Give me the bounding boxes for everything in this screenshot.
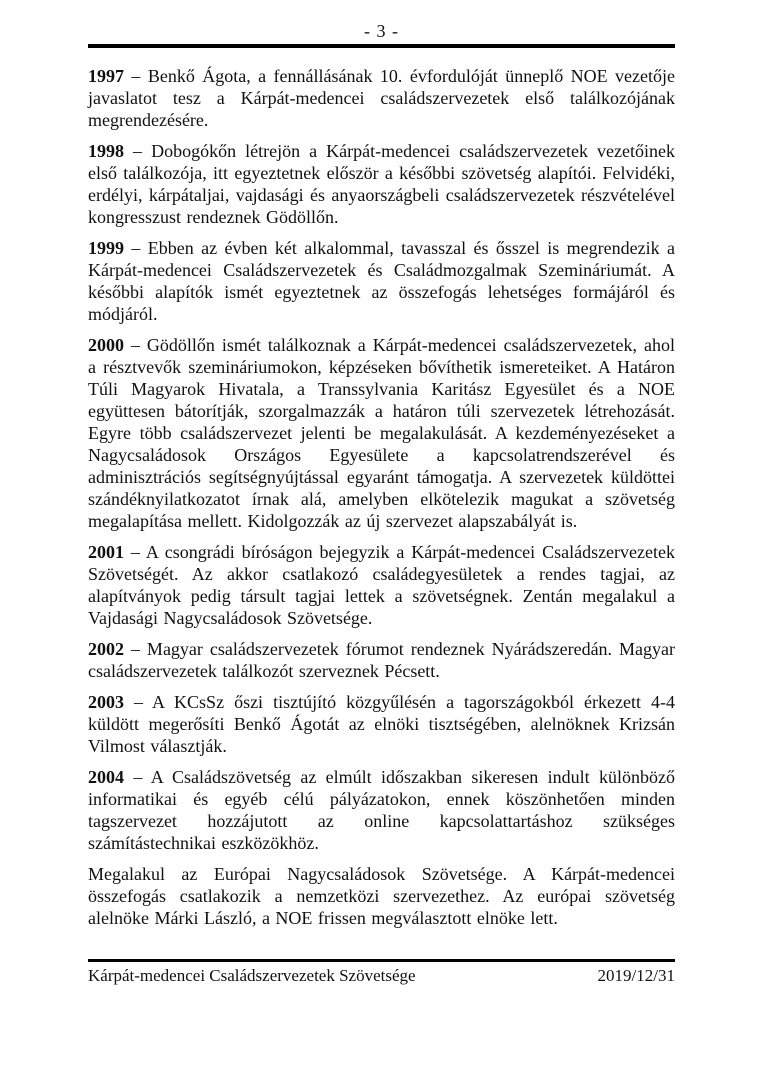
timeline-paragraph-2001 [88, 541, 675, 629]
paragraph-text: – Dobogókőn létrejön a Kárpát-medencei családszervezetek vezetőinek első találkozója, itt egyeztetnek először a későbbi szövetség alapítói. Felvidéki, erdélyi, kárpátaljai, vajdasági és anyaországbeli családszervezetek részvételével kongresszust rendeznek Gödöllőn. [88, 141, 676, 227]
timeline-paragraph-2004 [88, 766, 675, 854]
paragraph-text: – A KCsSz őszi tisztújító közgyűlésén a tagországokból érkezett 4-4 küldött megerősíti Benkő Ágotát az elnöki tisztségében, alelnöknek Krizsán Vilmost választják. [88, 692, 675, 756]
paragraph-text: – Benkő Ágota, a fennállásának 10. évfordulóját ünneplő NOE vezetője javaslatot tesz a Kárpát-medencei családszervezetek első találkozójának megrendezésére. [88, 66, 675, 130]
timeline-paragraph-2003 [88, 691, 675, 757]
paragraph-text: – A csongrádi bíróságon bejegyzik a Kárpát-medencei Családszervezetek Szövetségét. Az akkor csatlakozó családegyesületek a rendes tagjai, az alapítványok pedig társult tagjai lettek a szövetségnek. Zentán megalakul a Vajdasági Nagycsaládosok Szövetsége. [88, 542, 675, 628]
paragraph-text: Megalakul az Európai Nagycsaládosok Szövetsége. A Kárpát-medencei összefogás csatlakozik a nemzetközi szervezethez. Az európai szövetség alelnöke Márki László, a NOE frissen megválasztott elnöke lett. [88, 864, 675, 928]
year-label: 1997 [88, 66, 124, 86]
paragraph-text: – Magyar családszervezetek fórumot rendeznek Nyárádszeredán. Magyar családszervezetek találkozót szerveznek Pécsett. [88, 639, 676, 681]
year-label: 2001 [88, 542, 124, 562]
footer-date: 2019/12/31 [597, 966, 675, 985]
paragraph-text: – Ebben az évben két alkalommal, tavasszal és ősszel is megrendezik a Kárpát-medencei Családszervezetek és Családmozgalmak Szemináriumát. A későbbi alapítók ismét egyeztetnek az összefogás lehetséges formájáról és módjáról. [88, 238, 675, 324]
paragraph-text: – Gödöllőn ismét találkoznak a Kárpát-medencei családszervezetek, ahol a résztvevők szemináriumokon, képzéseken bővíthetik ismereteiket. A Határon Túli Magyarok Hivatala, a Transsylvania Karitász Egyesület és a NOE együttesen bátorítják, szorgalmazzák a határon túli szervezetek létrehozását. Egyre több családszervezet jelenti be megalakulását. A kezdeményezéseket a Nagycsaládosok Országos Egyesülete a kapcsolatrendszerével és adminisztrációs segítségnyújtással egyaránt támogatja. A szervezetek küldöttei szándéknyilatkozatot írnak alá, amelyben elkötelezik magukat a szövetség megalapítása mellett. Kidolgozzák az új szervezet alapszabályát is. [88, 335, 675, 531]
year-label: 2004 [88, 767, 124, 787]
year-label: 1998 [88, 141, 124, 161]
page-number: - 3 - [364, 21, 399, 41]
year-label: 2003 [88, 692, 124, 712]
timeline-content [88, 65, 675, 929]
year-label: 1999 [88, 238, 124, 258]
header-rule [88, 44, 675, 48]
timeline-paragraph-2002 [88, 638, 675, 682]
timeline-paragraph-2000 [88, 334, 675, 532]
page-footer [88, 959, 675, 986]
timeline-paragraph-1999 [88, 237, 675, 325]
timeline-paragraph-1997 [88, 65, 675, 131]
timeline-paragraph-1998 [88, 140, 675, 228]
footer-organization: Kárpát-medencei Családszervezetek Szövetsége [88, 966, 416, 985]
page-header [88, 20, 675, 48]
closing-paragraph [88, 863, 675, 929]
year-label: 2000 [88, 335, 124, 355]
paragraph-text: – A Családszövetség az elmúlt időszakban sikeresen indult különböző informatikai és egyéb célú pályázatokon, ennek köszönhetően minden tagszervezet hozzájutott az online kapcsolattartáshoz szükséges számítástechnikai eszközökhöz. [88, 767, 675, 853]
footer-rule [88, 959, 675, 962]
year-label: 2002 [88, 639, 124, 659]
